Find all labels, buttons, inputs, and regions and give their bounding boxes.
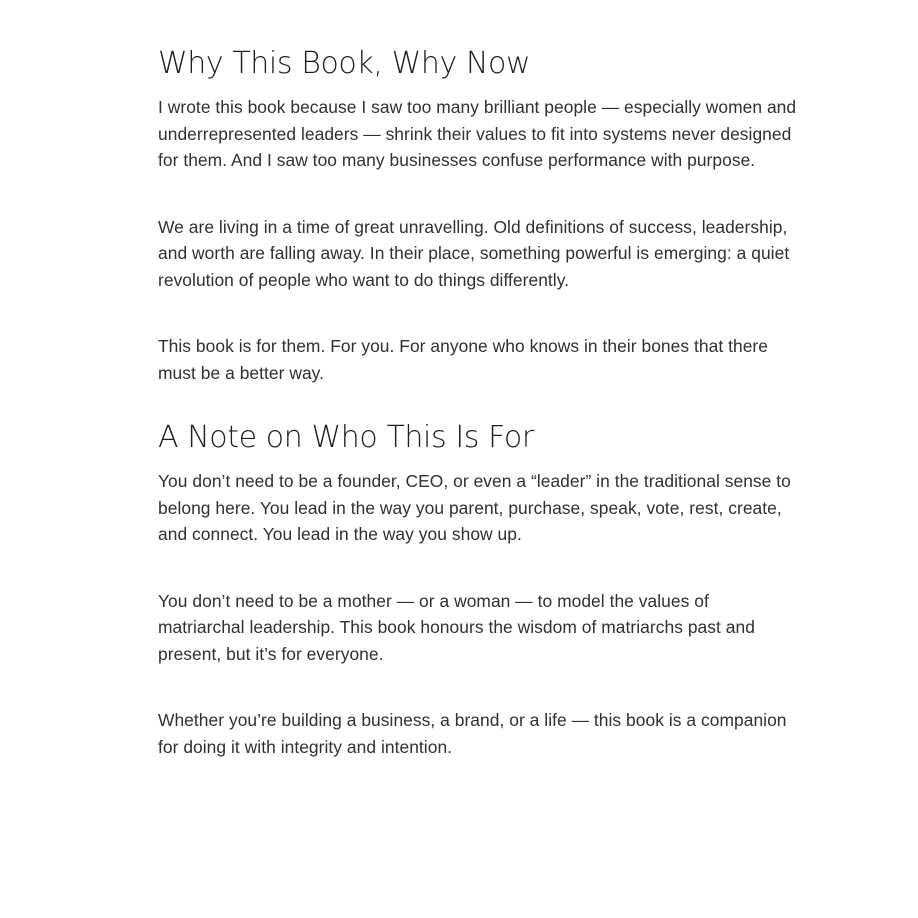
paragraph: This book is for them. For you. For anyone who knows in their bones that there must be a better way. bbox=[158, 336, 768, 383]
section-heading: Why This Book, Why Now bbox=[158, 46, 531, 81]
paragraph: You don’t need to be a founder, CEO, or even a “leader” in the traditional sense to belong here. You lead in the way you parent, purchase, speak, vote, rest, create, and connect. You lead in the way you show up. bbox=[158, 471, 791, 544]
paragraph: Whether you’re building a business, a brand, or a life — this book is a companion for doing it with integrity and intention. bbox=[158, 710, 787, 757]
document-page bbox=[158, 42, 798, 760]
paragraph: You don’t need to be a mother — or a woman — to model the values of matriarchal leadership. This book honours the wisdom of matriarchs past and present, but it’s for everyone. bbox=[158, 590, 755, 664]
section-heading: A Note on Who This Is For bbox=[158, 420, 534, 455]
section-why-this-book bbox=[158, 42, 798, 386]
paragraph: We are living in a time of great unravelling. Old definitions of success, leadership, and worth are falling away. In their place, something powerful is emerging: a quiet revolution of people who want to do things differently. bbox=[158, 216, 790, 290]
section-who-this-is-for bbox=[158, 416, 798, 760]
paragraph: I wrote this book because I saw too many brilliant people — especially women and underrepresented leaders — shrink their values to fit into systems never designed for them. And I saw too many businesses confuse performance with purpose. bbox=[158, 97, 797, 170]
